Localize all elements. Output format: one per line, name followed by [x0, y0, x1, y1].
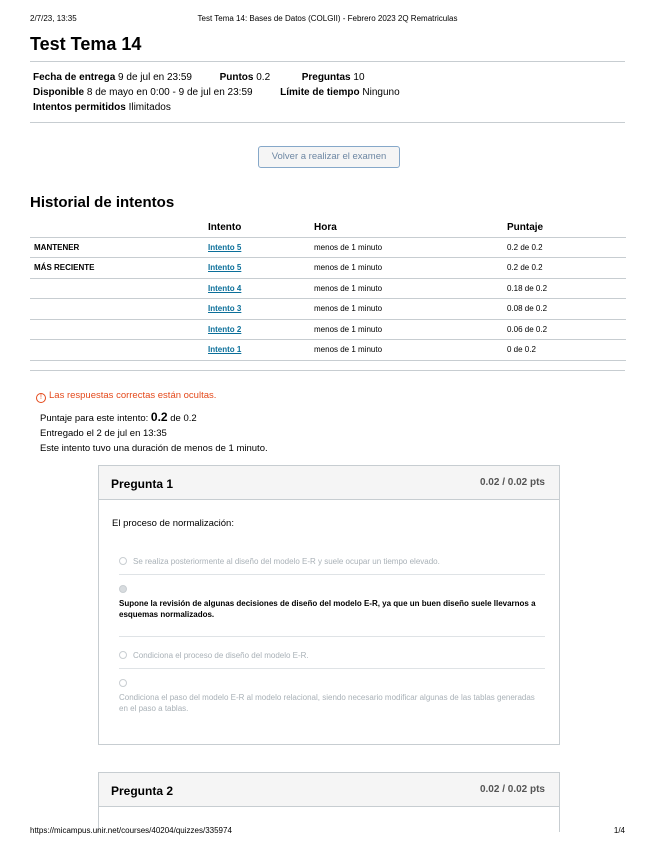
radio-unselected-icon: [119, 679, 127, 687]
radio-unselected-icon: [119, 557, 127, 565]
attempt-link[interactable]: Intento 1: [208, 345, 242, 355]
points-label: Puntos: [219, 72, 254, 83]
column-header: [30, 218, 208, 237]
hidden-answers-warning: [36, 390, 216, 403]
warning-icon: !: [36, 393, 46, 403]
attempt-score: 0 de 0.2: [507, 340, 626, 361]
retake-quiz-button[interactable]: Volver a realizar el examen: [258, 146, 400, 168]
attempt-time: menos de 1 minuto: [314, 258, 507, 279]
divider: [119, 668, 545, 669]
attempt-link[interactable]: Intento 3: [208, 304, 242, 314]
warning-text: Las respuestas correctas están ocultas.: [49, 390, 217, 401]
attempt-time: menos de 1 minuto: [314, 319, 507, 340]
duration-text: Este intento tuvo una duración de menos de 1 minuto.: [40, 443, 268, 454]
question-points: 0.02 / 0.02 pts: [479, 784, 545, 795]
due-label: Fecha de entrega: [33, 72, 116, 83]
question-title: Pregunta 1: [111, 477, 174, 491]
answer-text: Se realiza posteriormente al diseño del modelo E-R y suele ocupar un tiempo elevado.: [133, 557, 440, 566]
divider: [119, 574, 545, 575]
attempt-link[interactable]: Intento 5: [208, 263, 242, 273]
radio-unselected-icon: [119, 651, 127, 659]
table-row: [30, 237, 626, 258]
attempt-score: 0.2 de 0.2: [507, 258, 626, 279]
score-suffix: de 0.2: [170, 413, 197, 424]
answer-option: [119, 678, 545, 714]
divider: [119, 636, 545, 637]
answer-option: [119, 650, 545, 661]
question-card: [98, 465, 560, 745]
attempt-tag: [30, 319, 208, 340]
attempt-tag: [30, 340, 208, 361]
history-title: Historial de intentos: [30, 194, 175, 211]
page-title: Test Tema 14: [30, 34, 142, 54]
answer-option-selected: [119, 584, 545, 620]
attempts-value: Ilimitados: [128, 102, 171, 113]
table-row: [30, 299, 626, 320]
attempt-tag: MANTENER: [30, 237, 208, 258]
time-limit-value: Ninguno: [362, 87, 400, 98]
print-page-number: 1/4: [613, 826, 625, 835]
attempt-link[interactable]: Intento 4: [208, 283, 242, 293]
question-header: [99, 466, 559, 500]
score-value: 0.2: [150, 410, 168, 424]
available-value: 8 de mayo en 0:00 - 9 de jul en 23:59: [86, 87, 253, 98]
print-header: [30, 14, 625, 26]
attempt-tag: MÁS RECIENTE: [30, 258, 208, 279]
print-url: https://micampus.unir.net/courses/40204/quizzes/335974: [30, 826, 232, 835]
attempt-history-table: [30, 218, 626, 361]
quiz-details: [33, 70, 400, 115]
question-points: 0.02 / 0.02 pts: [479, 477, 545, 488]
available-label: Disponible: [33, 87, 85, 98]
question-card: [98, 772, 560, 832]
attempt-link[interactable]: Intento 5: [208, 242, 242, 252]
questions-label: Preguntas: [301, 72, 351, 83]
column-header: Intento: [208, 218, 314, 237]
table-header-row: [30, 218, 626, 237]
column-header: Hora: [314, 218, 507, 237]
attempts-label: Intentos permitidos: [33, 102, 126, 113]
score-prefix: Puntaje para este intento:: [40, 413, 149, 424]
submitted-text: Entregado el 2 de jul en 13:35: [40, 428, 167, 439]
divider: [30, 370, 625, 371]
attempt-score: 0.2 de 0.2: [507, 237, 626, 258]
answer-text: Condiciona el paso del modelo E-R al modelo relacional, siendo necesario modificar algunas de las tablas generadas en el paso a tablas.: [119, 693, 535, 713]
time-limit-label: Límite de tiempo: [280, 87, 360, 98]
print-footer: [30, 826, 625, 835]
attempt-score: 0.08 de 0.2: [507, 299, 626, 320]
attempt-tag: [30, 278, 208, 299]
table-row: [30, 340, 626, 361]
question-title: Pregunta 2: [111, 784, 174, 798]
question-text: El proceso de normalización:: [112, 518, 234, 529]
attempt-time: menos de 1 minuto: [314, 278, 507, 299]
points-value: 0.2: [256, 72, 271, 83]
attempt-score: 0.18 de 0.2: [507, 278, 626, 299]
divider: [30, 122, 625, 123]
attempt-summary: [40, 410, 268, 456]
radio-selected-icon: [119, 585, 127, 593]
attempt-link[interactable]: Intento 2: [208, 324, 242, 334]
attempt-time: menos de 1 minuto: [314, 299, 507, 320]
questions-value: 10: [353, 72, 365, 83]
divider: [30, 61, 625, 62]
attempt-score: 0.06 de 0.2: [507, 319, 626, 340]
due-value: 9 de jul en 23:59: [118, 72, 192, 83]
answer-text: Supone la revisión de algunas decisiones de diseño del modelo E-R, ya que un buen diseño suele llevarnos a esquemas normalizados.: [119, 599, 536, 619]
attempt-tag: [30, 299, 208, 320]
column-header: Puntaje: [507, 218, 626, 237]
table-row: [30, 319, 626, 340]
attempt-time: menos de 1 minuto: [314, 237, 507, 258]
question-header: [99, 773, 559, 807]
print-doc-title: Test Tema 14: Bases de Datos (COLGII) - Febrero 2023 2Q Rematriculas: [197, 14, 458, 23]
table-row: [30, 278, 626, 299]
answer-option: [119, 556, 545, 567]
table-row: [30, 258, 626, 279]
answer-text: Condiciona el proceso de diseño del modelo E-R.: [133, 651, 309, 660]
print-date: 2/7/23, 13:35: [30, 14, 77, 23]
attempt-time: menos de 1 minuto: [314, 340, 507, 361]
